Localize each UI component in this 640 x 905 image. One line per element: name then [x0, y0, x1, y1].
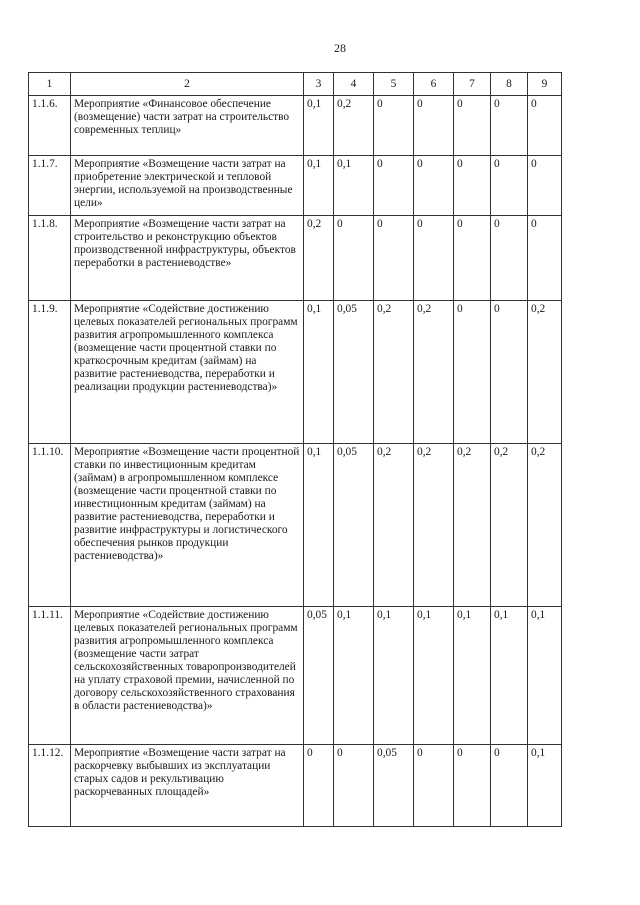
row-value-col8: 0,1 [491, 607, 528, 745]
row-value-col6: 0 [414, 96, 454, 156]
table-row [29, 301, 562, 444]
col-header-1: 1 [29, 73, 71, 96]
row-value-col8: 0 [491, 96, 528, 156]
page-number: 28 [334, 41, 346, 55]
row-value-col8: 0 [491, 156, 528, 216]
row-value-col3: 0,05 [304, 607, 334, 745]
table-row [29, 96, 562, 156]
row-description: Мероприятие «Возмещение части затрат на раскорчевку выбывших из эксплуатации старых садов и рекультивацию раскорчеванных площадей» [71, 745, 304, 827]
row-value-col9: 0,2 [528, 301, 562, 444]
row-value-col5: 0 [374, 96, 414, 156]
row-value-col4: 0,2 [334, 96, 374, 156]
row-value-col9: 0 [528, 156, 562, 216]
row-description: Мероприятие «Возмещение части затрат на приобретение электрической и тепловой энергии, используемой на производственные цели» [71, 156, 304, 216]
row-value-col3: 0,1 [304, 444, 334, 607]
row-value-col5: 0,1 [374, 607, 414, 745]
table-header-row [29, 73, 562, 96]
indicators-table [28, 72, 562, 827]
row-value-col8: 0,2 [491, 444, 528, 607]
row-value-col9: 0,1 [528, 745, 562, 827]
row-number: 1.1.11. [29, 607, 71, 745]
row-value-col9: 0,2 [528, 444, 562, 607]
row-value-col3: 0,2 [304, 216, 334, 301]
row-value-col9: 0,1 [528, 607, 562, 745]
row-value-col5: 0,2 [374, 301, 414, 444]
row-value-col7: 0 [454, 96, 491, 156]
row-value-col8: 0 [491, 745, 528, 827]
row-value-col6: 0,2 [414, 301, 454, 444]
row-description: Мероприятие «Возмещение части процентной ставки по инвестиционным кредитам (займам) в агропромышленном комплексе (возмещение части процентной ставки по инвестиционным кредитам (займам) на развитие растениеводства, переработки и развитие инфраструктуры и логистического обеспечения рынков продукции растениеводства)» [71, 444, 304, 607]
row-value-col7: 0 [454, 301, 491, 444]
row-number: 1.1.6. [29, 96, 71, 156]
row-value-col3: 0,1 [304, 301, 334, 444]
row-value-col7: 0,2 [454, 444, 491, 607]
row-value-col6: 0,1 [414, 607, 454, 745]
row-value-col5: 0 [374, 156, 414, 216]
row-number: 1.1.9. [29, 301, 71, 444]
row-value-col7: 0 [454, 156, 491, 216]
row-value-col3: 0,1 [304, 156, 334, 216]
col-header-4: 4 [334, 73, 374, 96]
row-value-col4: 0,05 [334, 301, 374, 444]
row-value-col4: 0,1 [334, 607, 374, 745]
col-header-9: 9 [528, 73, 562, 96]
row-value-col6: 0 [414, 745, 454, 827]
row-value-col6: 0 [414, 216, 454, 301]
table-row [29, 216, 562, 301]
row-value-col4: 0,05 [334, 444, 374, 607]
row-value-col6: 0,2 [414, 444, 454, 607]
row-description: Мероприятие «Содействие достижению целевых показателей региональных программ развития агропромышленного комплекса (возмещение части затрат сельскохозяйственных товаропроизводителей на уплату страховой премии, начисленной по договору сельскохозяйственного страхования в области растениеводства)» [71, 607, 304, 745]
row-value-col8: 0 [491, 301, 528, 444]
col-header-5: 5 [374, 73, 414, 96]
row-number: 1.1.8. [29, 216, 71, 301]
row-description: Мероприятие «Возмещение части затрат на строительство и реконструкцию объектов производственной инфраструктуры, объектов переработки в растениеводстве» [71, 216, 304, 301]
row-value-col5: 0,05 [374, 745, 414, 827]
row-value-col8: 0 [491, 216, 528, 301]
row-value-col6: 0 [414, 156, 454, 216]
col-header-2: 2 [71, 73, 304, 96]
col-header-8: 8 [491, 73, 528, 96]
row-value-col9: 0 [528, 96, 562, 156]
col-header-3: 3 [304, 73, 334, 96]
row-number: 1.1.12. [29, 745, 71, 827]
table-row [29, 444, 562, 607]
row-value-col7: 0,1 [454, 607, 491, 745]
row-value-col9: 0 [528, 216, 562, 301]
table-row [29, 745, 562, 827]
col-header-7: 7 [454, 73, 491, 96]
row-value-col4: 0,1 [334, 156, 374, 216]
row-value-col5: 0 [374, 216, 414, 301]
row-value-col5: 0,2 [374, 444, 414, 607]
row-number: 1.1.7. [29, 156, 71, 216]
table-row [29, 607, 562, 745]
row-value-col4: 0 [334, 216, 374, 301]
row-value-col3: 0,1 [304, 96, 334, 156]
row-value-col7: 0 [454, 216, 491, 301]
row-value-col3: 0 [304, 745, 334, 827]
col-header-6: 6 [414, 73, 454, 96]
row-number: 1.1.10. [29, 444, 71, 607]
table-body [29, 96, 562, 827]
row-description: Мероприятие «Содействие достижению целевых показателей региональных программ развития агропромышленного комплекса (возмещение части процентной ставки по краткосрочным кредитам (займам) на развитие растениеводства, переработки и реализации продукции растениеводства)» [71, 301, 304, 444]
table-row [29, 156, 562, 216]
row-value-col7: 0 [454, 745, 491, 827]
row-value-col4: 0 [334, 745, 374, 827]
row-description: Мероприятие «Финансовое обеспечение (возмещение) части затрат на строительство современных теплиц» [71, 96, 304, 156]
